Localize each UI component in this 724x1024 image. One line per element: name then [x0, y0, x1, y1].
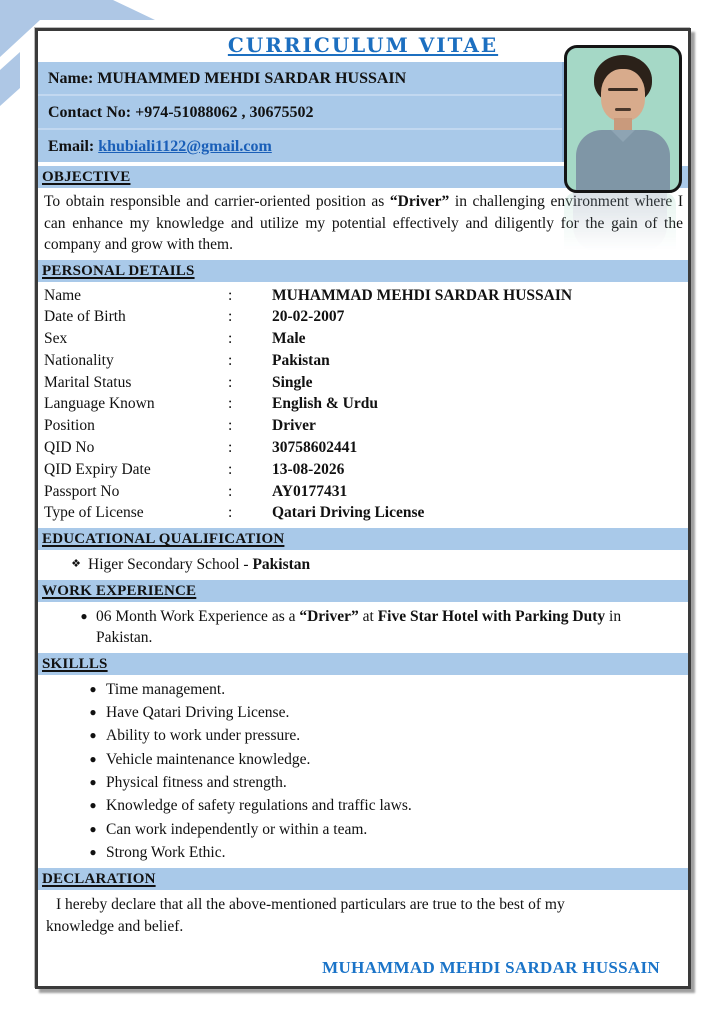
dot-bullet-icon: ●: [89, 728, 97, 743]
table-row: [38, 285, 688, 307]
table-row: [38, 459, 688, 481]
row-label: QID Expiry Date: [44, 460, 151, 478]
work-part1: 06 Month Work Experience as a: [96, 607, 300, 625]
skills-heading: SKILLLS: [42, 655, 108, 672]
row-value: 13-08-2026: [272, 460, 345, 478]
row-label: Passport No: [44, 482, 120, 500]
row-label: Nationality: [44, 351, 114, 369]
personal-details-heading: PERSONAL DETAILS: [42, 262, 195, 279]
table-row: [38, 372, 688, 394]
table-row: [38, 393, 688, 415]
declaration-text: I hereby declare that all the above-mentioned particulars are true to the best of my knowledge and belief.: [46, 896, 565, 936]
skill-text: Physical fitness and strength.: [106, 773, 287, 791]
list-item: [38, 771, 688, 794]
table-row: [38, 328, 688, 350]
declaration-heading: DECLARATION: [42, 871, 156, 888]
cv-sheet: [35, 28, 691, 989]
table-row: [38, 350, 688, 372]
section-bar-education: [38, 528, 688, 550]
personal-details-table: [38, 285, 688, 525]
skill-text: Time management.: [106, 680, 226, 698]
portrait-art: [567, 48, 679, 190]
row-value: Single: [272, 373, 313, 391]
row-value: 20-02-2007: [272, 308, 345, 326]
table-row: [38, 437, 688, 459]
work-role: “Driver”: [299, 607, 359, 625]
row-label: Name: [44, 286, 82, 304]
row-separator: :: [228, 330, 233, 348]
work-experience-heading: WORK EXPERIENCE: [42, 582, 197, 599]
skill-text: Ability to work under pressure.: [106, 727, 301, 745]
table-row: [38, 502, 688, 524]
email-link[interactable]: khubiali1122@gmail.com: [98, 138, 272, 155]
name-label: Name:: [48, 70, 98, 87]
diamond-bullet-icon: ❖: [71, 558, 81, 571]
contact-label: Contact No:: [48, 104, 136, 121]
profile-photo: [564, 45, 682, 193]
row-separator: :: [228, 351, 233, 369]
row-label: Date of Birth: [44, 308, 126, 326]
dot-bullet-icon: ●: [80, 608, 88, 623]
objective-heading: OBJECTIVE: [42, 169, 131, 185]
row-value: AY0177431: [272, 482, 348, 500]
table-row: [38, 481, 688, 503]
row-label: QID No: [44, 439, 95, 457]
dot-bullet-icon: ●: [89, 798, 97, 813]
education-school: Higer Secondary School -: [88, 556, 253, 574]
objective-text: [44, 191, 683, 256]
row-value: Qatari Driving License: [272, 504, 425, 522]
row-separator: :: [228, 308, 233, 326]
row-label: Sex: [44, 330, 68, 348]
row-value: Driver: [272, 417, 316, 435]
portrait-brow: [608, 88, 638, 91]
skill-text: Vehicle maintenance knowledge.: [106, 750, 311, 768]
row-value: 30758602441: [272, 439, 358, 457]
signature-name: MUHAMMAD MEHDI SARDAR HUSSAIN: [322, 958, 660, 978]
work-employer: Five Star Hotel with Parking Duty: [377, 607, 606, 625]
table-row: [38, 306, 688, 328]
dot-bullet-icon: ●: [89, 844, 97, 859]
row-separator: :: [228, 286, 233, 304]
header-email-row: [38, 130, 562, 162]
row-separator: :: [228, 439, 233, 457]
section-bar-declaration: [38, 868, 688, 890]
page-title: CURRICULUM VITAE: [227, 33, 499, 57]
skill-text: Have Qatari Driving License.: [106, 704, 290, 722]
dot-bullet-icon: ●: [89, 751, 97, 766]
header-name-row: [38, 62, 562, 96]
corner-decoration-sliver: [0, 48, 22, 110]
work-experience-text: [96, 606, 680, 649]
skill-text: Knowledge of safety regulations and traffic laws.: [106, 797, 412, 815]
row-label: Type of License: [44, 504, 144, 522]
education-country: Pakistan: [252, 556, 311, 574]
row-separator: :: [228, 504, 233, 522]
education-item: [38, 554, 680, 576]
row-separator: :: [228, 460, 233, 478]
header-contact-row: [38, 96, 562, 130]
list-item: [38, 794, 688, 817]
table-row: [38, 415, 688, 437]
list-item: [38, 841, 688, 864]
row-value: MUHAMMAD MEHDI SARDAR HUSSAIN: [272, 286, 573, 304]
email-label: Email:: [48, 138, 99, 155]
dot-bullet-icon: ●: [89, 774, 97, 789]
row-value: Male: [272, 330, 306, 348]
row-value: Pakistan: [272, 351, 330, 369]
objective-text-before: To obtain responsible and carrier-oriented position as: [44, 193, 390, 210]
list-item: [38, 818, 688, 841]
row-label: Language Known: [44, 395, 155, 413]
list-item: [38, 748, 688, 771]
row-label: Marital Status: [44, 373, 132, 391]
skills-list: [38, 678, 688, 864]
skill-text: Strong Work Ethic.: [106, 843, 226, 861]
dot-bullet-icon: ●: [89, 821, 97, 836]
portrait-face: [601, 69, 645, 121]
list-item: [38, 724, 688, 747]
work-part3: in Pakistan.: [96, 607, 622, 647]
section-bar-personal-details: [38, 260, 688, 282]
row-separator: :: [228, 417, 233, 435]
work-experience-item: [38, 606, 680, 649]
section-bar-work-experience: [38, 580, 688, 602]
skill-text: Can work independently or within a team.: [106, 820, 368, 838]
portrait-mustache: [615, 108, 631, 111]
work-part2: at: [358, 607, 378, 625]
row-separator: :: [228, 373, 233, 391]
section-bar-skills: [38, 653, 688, 675]
contact-value: +974-51088062 , 30675502: [135, 104, 314, 121]
row-label: Position: [44, 417, 95, 435]
objective-text-after: in challenging environment where I can enhance my knowledge and utilize my potential effectively and diligently for the gain of the company and grow with them.: [44, 193, 683, 253]
dot-bullet-icon: ●: [89, 705, 97, 720]
name-value: MUHAMMED MEHDI SARDAR HUSSAIN: [97, 70, 407, 87]
row-value: English & Urdu: [272, 395, 378, 413]
dot-bullet-icon: ●: [89, 681, 97, 696]
objective-text-driver: “Driver”: [389, 193, 450, 210]
education-item-text: [88, 554, 310, 576]
education-heading: EDUCATIONAL QUALIFICATION: [42, 531, 285, 548]
row-separator: :: [228, 395, 233, 413]
row-separator: :: [228, 482, 233, 500]
list-item: [38, 678, 688, 701]
contact-header: [38, 62, 564, 162]
list-item: [38, 701, 688, 724]
